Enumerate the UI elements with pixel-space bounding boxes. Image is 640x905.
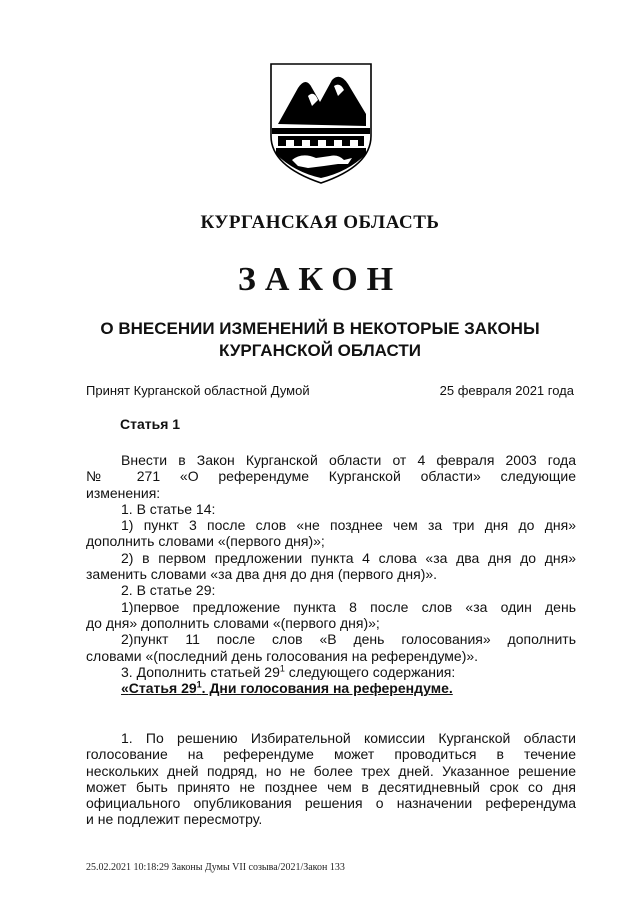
article-heading: Статья 1	[120, 416, 181, 432]
list-item: 2)пункт 11 после слов «В день голосования» дополнить	[121, 631, 576, 648]
list-item: 1. В статье 14:	[121, 500, 216, 517]
list-item: заменить словами «за два дня до дня (первого дня)».	[86, 566, 438, 583]
list-item: 1)первое предложение пункта 8 после слов «за один день	[121, 598, 576, 615]
footer-stamp: 25.02.2021 10:18:29 Законы Думы VII созыва/2021/Закон 133	[86, 862, 345, 873]
paragraph-line: нескольких дней подряд, но не более трех дней. Указанное решение	[86, 762, 576, 779]
article-body	[86, 452, 576, 696]
superscript: 1	[279, 663, 285, 674]
coat-of-arms-icon	[268, 62, 374, 186]
item3-text: следующего содержания:	[284, 663, 456, 680]
paragraph-line: может быть принято не позднее чем в десятидневный срок со дня	[86, 778, 576, 795]
law-title	[0, 318, 640, 362]
paragraph-line: официального опубликования решения о назначении референдума	[86, 795, 576, 812]
list-item: 1) пункт 3 после слов «не позднее чем за три дня до дня»	[121, 517, 576, 534]
law-title-line-2: КУРГАНСКОЙ ОБЛАСТИ	[219, 341, 421, 360]
list-item: словами «(последний день голосования на референдуме)».	[86, 647, 479, 664]
document-type: ЗАКОН	[237, 261, 403, 298]
new-article-paragraph	[86, 730, 576, 828]
paragraph-line: 1. По решению Избирательной комиссии Курганской области	[121, 730, 576, 746]
list-item: до дня» дополнить словами «(первого дня)»;	[86, 614, 380, 631]
list-item: 2. В статье 29:	[121, 582, 216, 599]
adoption-date: 25 февраля 2021 года	[439, 383, 574, 398]
law-title-line-1: О ВНЕСЕНИИ ИЗМЕНЕНИЙ В НЕКОТОРЫЕ ЗАКОНЫ	[100, 319, 540, 338]
region-name: КУРГАНСКАЯ ОБЛАСТЬ	[200, 212, 440, 233]
new-article-title: . Дни голосования на референдуме.	[201, 680, 453, 697]
intro-line: Внести в Закон Курганской области от 4 февраля 2003 года	[121, 452, 576, 468]
paragraph-line: голосование на референдуме может проводиться в течение	[86, 746, 576, 763]
new-article-heading	[86, 680, 576, 696]
list-item: 2) в первом предложении пункта 4 слова «за два дня до дня»	[121, 549, 576, 566]
list-item	[86, 664, 576, 680]
intro-line: № 271 «О референдуме Курганской области» следующие	[86, 468, 576, 485]
intro-line: изменения:	[86, 484, 161, 501]
superscript: 1	[196, 679, 202, 690]
quote-mark: «	[121, 680, 129, 697]
adopted-by: Принят Курганской областной Думой	[86, 383, 310, 398]
paragraph-line: и не подлежит пересмотру.	[86, 811, 263, 828]
item3-text: 3. Дополнить статьей 29	[121, 663, 280, 680]
new-article-title: Статья 29	[128, 680, 197, 697]
list-item: дополнить словами «(первого дня)»;	[86, 533, 325, 550]
